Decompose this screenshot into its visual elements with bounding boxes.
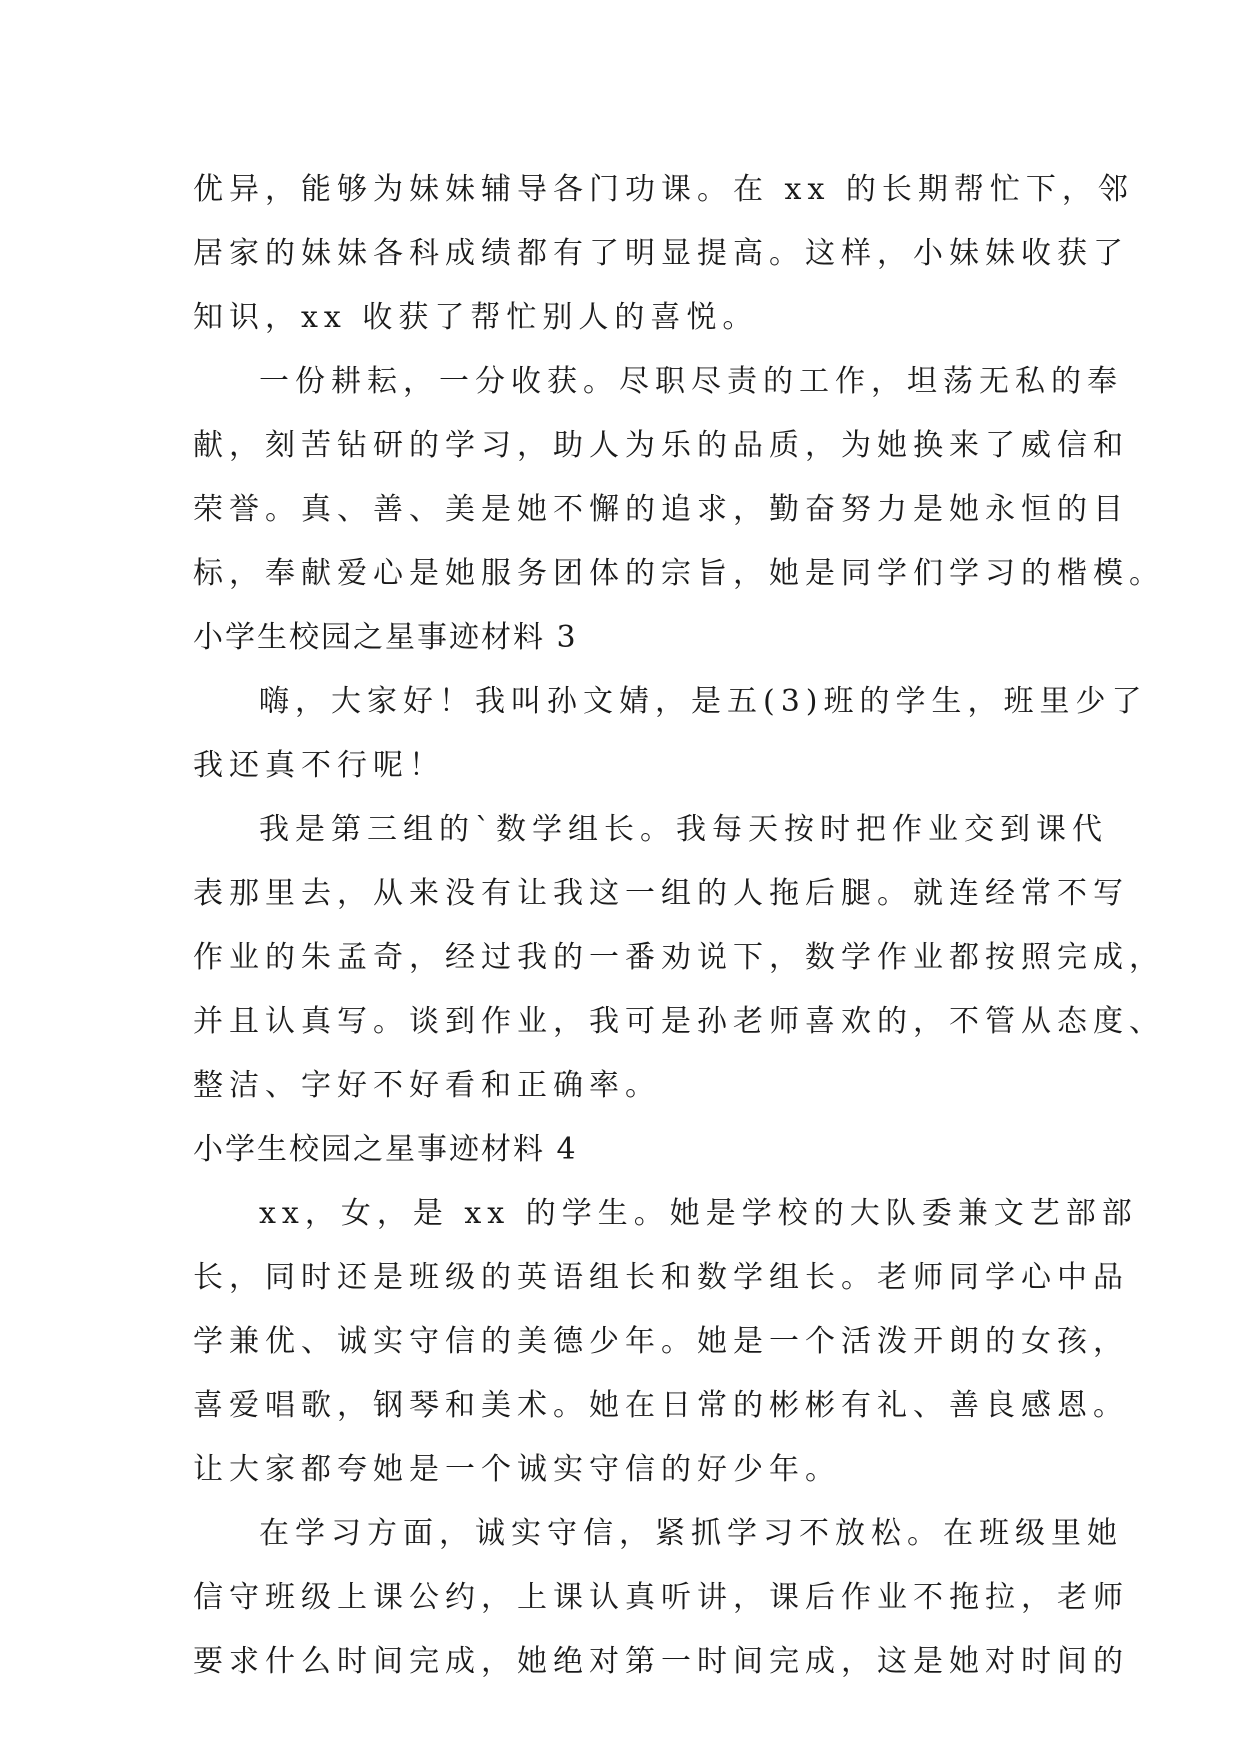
paragraph-line: 荣誉。真、善、美是她不懈的追求，勤奋努力是她永恒的目 (193, 492, 1129, 527)
paragraph-line: 居家的妹妹各科成绩都有了明显提高。这样，小妹妹收获了 (193, 236, 1129, 271)
paragraph-line: 知识，xx 收获了帮忙别人的喜悦。 (193, 300, 759, 335)
paragraph-line: 我还真不行呢！ (193, 748, 445, 783)
paragraph-line: xx，女，是 xx 的学生。她是学校的大队委兼文艺部部 (259, 1196, 1138, 1231)
document-page (193, 158, 1165, 1694)
paragraph-line: 优异，能够为妹妹辅导各门功课。在 xx 的长期帮忙下，邻 (193, 172, 1134, 207)
paragraph-line: 在学习方面，诚实守信，紧抓学习不放松。在班级里她 (259, 1516, 1123, 1551)
paragraph-line: 要求什么时间完成，她绝对第一时间完成，这是她对时间的 (193, 1644, 1129, 1679)
paragraph-line: 并且认真写。谈到作业，我可是孙老师喜欢的，不管从态度、 (193, 1004, 1165, 1039)
paragraph-line: 学兼优、诚实守信的美德少年。她是一个活泼开朗的女孩， (193, 1324, 1129, 1359)
paragraph-line: 信守班级上课公约，上课认真听讲，课后作业不拖拉，老师 (193, 1580, 1129, 1615)
paragraph-line: 整洁、字好不好看和正确率。 (193, 1068, 661, 1103)
paragraph-line: 表那里去，从来没有让我这一组的人拖后腿。就连经常不写 (193, 876, 1129, 911)
paragraph-line: 我是第三组的`数学组长。我每天按时把作业交到课代 (259, 812, 1108, 847)
paragraph-line: 嗨，大家好！我叫孙文婧，是五(3)班的学生，班里少了 (259, 684, 1148, 719)
section-heading: 小学生校园之星事迹材料 3 (193, 620, 578, 655)
paragraph-line: 让大家都夸她是一个诚实守信的好少年。 (193, 1452, 841, 1487)
paragraph-line: 长，同时还是班级的英语组长和数学组长。老师同学心中品 (193, 1260, 1129, 1295)
paragraph-line: 献，刻苦钻研的学习，助人为乐的品质，为她换来了威信和 (193, 428, 1129, 463)
paragraph-line: 一份耕耘，一分收获。尽职尽责的工作，坦荡无私的奉 (259, 364, 1123, 399)
paragraph-line: 标，奉献爱心是她服务团体的宗旨，她是同学们学习的楷模。 (193, 556, 1165, 591)
section-heading: 小学生校园之星事迹材料 4 (193, 1132, 578, 1167)
paragraph-line: 作业的朱孟奇，经过我的一番劝说下，数学作业都按照完成， (193, 940, 1165, 975)
paragraph-line: 喜爱唱歌，钢琴和美术。她在日常的彬彬有礼、善良感恩。 (193, 1388, 1129, 1423)
